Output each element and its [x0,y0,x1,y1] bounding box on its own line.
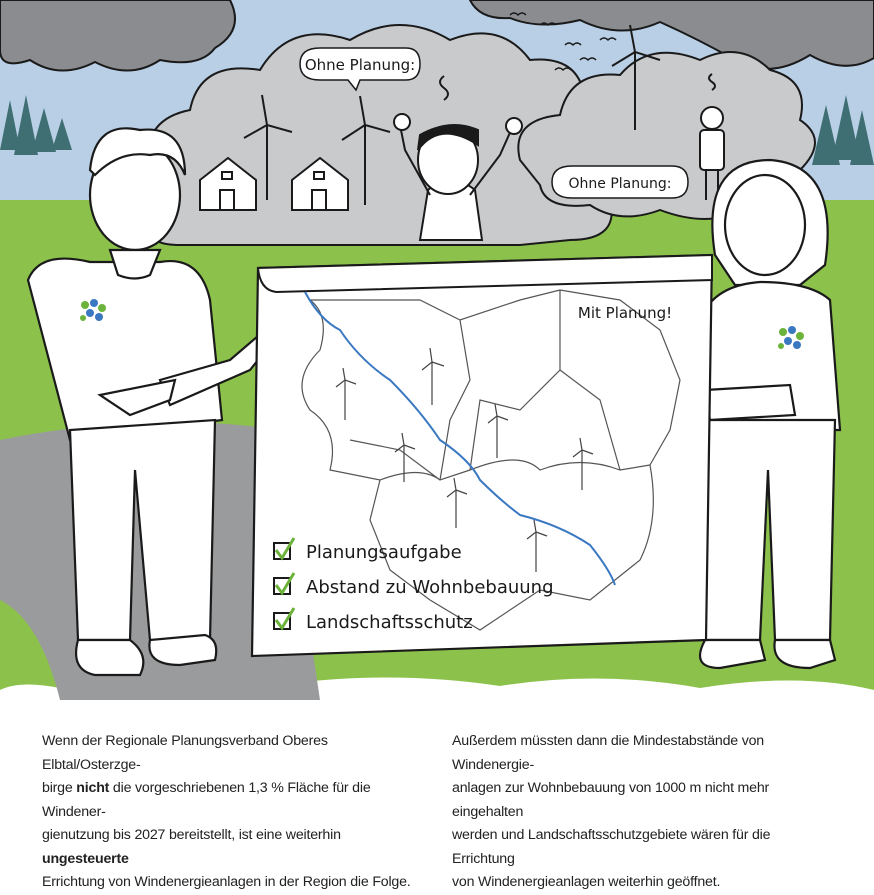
map-title: Mit Planung! [577,304,673,322]
caption-left-text: die vorgeschriebenen 1,3 % Fläche für die Windener- [42,780,371,820]
speech-bubble-right [552,166,688,198]
checklist-item-label: Landschaftsschutz [306,612,473,633]
caption-right [452,730,832,895]
caption-right-line: anlagen zur Wohnbebauung von 1000 m nicht mehr eingehalten [452,780,770,820]
caption-left-text: gienutzung bis 2027 bereitstellt, ist eine weiterhin [42,827,341,843]
caption-left-line: Wenn der Regionale Planungsverband Oberes Elbtal/Osterzge- [42,733,328,773]
checklist-item [274,573,554,598]
caption-left-line: Errichtung von Windenergieanlagen in der Region die Folge. [42,874,411,890]
storm-cloud-left [0,0,235,71]
speech-bubble-right-text: Ohne Planung: [568,176,672,192]
caption-right-line: werden und Landschaftsschutzgebiete wären für die Errichtung [452,827,771,867]
caption-left-text: birge [42,780,77,796]
caption-right-line: Außerdem müssten dann die Mindestabstände von Windenergie- [452,733,764,773]
speech-bubble-left-text: Ohne Planung: [304,56,416,74]
caption-emphasis-nicht: nicht [76,780,110,796]
caption-left [42,730,422,895]
caption-right-line: von Windenergieanlagen weiterhin geöffnet. [452,874,721,890]
caption-emphasis-ungesteuerte: ungesteuerte [42,850,129,867]
checklist-item-label: Abstand zu Wohnbebauung [306,577,554,598]
checklist-item-label: Planungsaufgabe [306,542,462,563]
map-board [252,255,712,656]
